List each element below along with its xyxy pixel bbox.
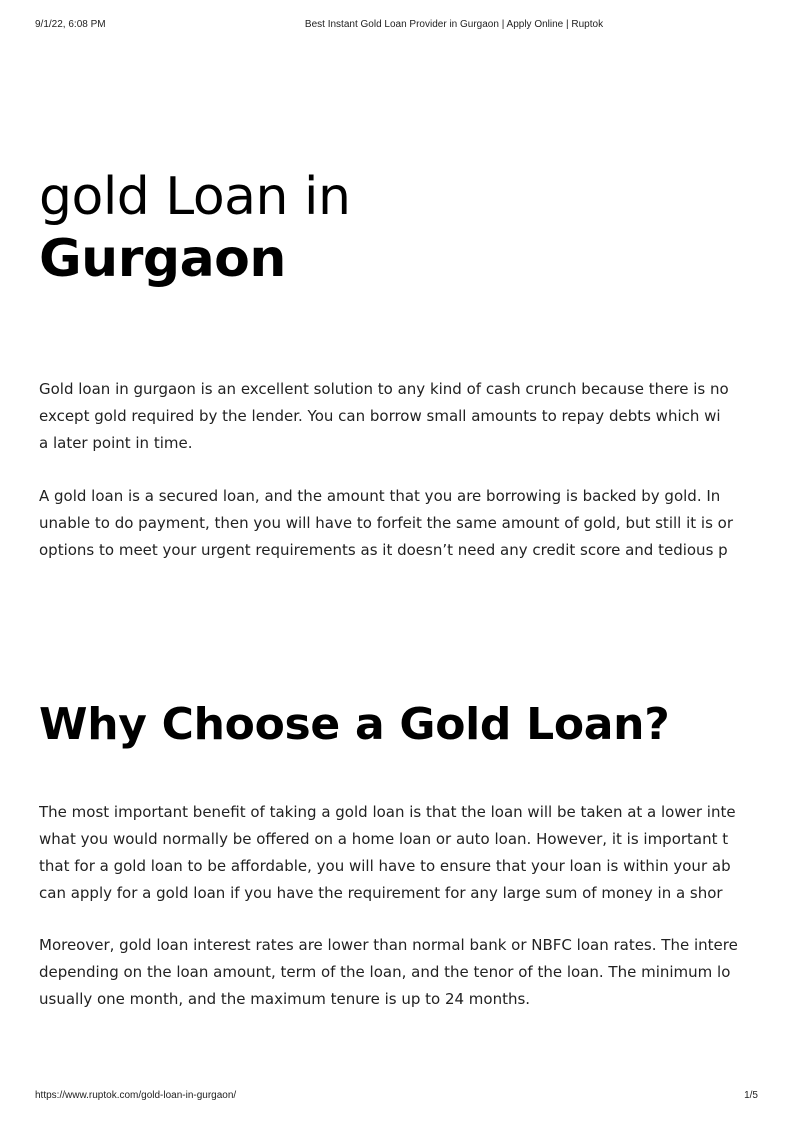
print-footer (0, 1090, 793, 1104)
text-line: The most important benefit of taking a gold loan is that the loan will be taken at a lower inte (39, 803, 736, 821)
text-line: Gold loan in gurgaon is an excellent solution to any kind of cash crunch because there is no (39, 380, 729, 398)
text-line: depending on the loan amount, term of the loan, and the tenor of the loan. The minimum lo (39, 963, 731, 981)
text-line: a later point in time. (39, 434, 193, 452)
print-url: https://www.ruptok.com/gold-loan-in-gurgaon/ (35, 1090, 237, 1101)
hero-title-line-1: gold Loan in (39, 167, 351, 227)
text-line: unable to do payment, then you will have to forfeit the same amount of gold, but still it is or (39, 514, 733, 532)
text-line: A gold loan is a secured loan, and the amount that you are borrowing is backed by gold. In (39, 487, 721, 505)
text-line: Moreover, gold loan interest rates are lower than normal bank or NBFC loan rates. The intere (39, 936, 738, 954)
intro-paragraph-1 (39, 376, 757, 457)
text-line: options to meet your urgent requirements as it doesn’t need any credit score and tedious p (39, 541, 728, 559)
print-page-title: Best Instant Gold Loan Provider in Gurgaon | Apply Online | Ruptok (304, 19, 604, 30)
why-paragraph-2 (39, 932, 757, 1013)
text-line: usually one month, and the maximum tenure is up to 24 months. (39, 990, 531, 1008)
page-content (39, 0, 757, 1123)
intro-paragraph-2 (39, 483, 757, 564)
text-line: that for a gold loan to be affordable, you will have to ensure that your loan is within your ab (39, 857, 731, 875)
print-date: 9/1/22, 6:08 PM (35, 19, 106, 30)
hero-title-line-2: Gurgaon (39, 229, 286, 289)
text-line: except gold required by the lender. You can borrow small amounts to repay debts which wi (39, 407, 721, 425)
why-paragraph-1 (39, 799, 757, 907)
hero-title (39, 166, 350, 290)
why-section-heading: Why Choose a Gold Loan? (39, 699, 670, 750)
text-line: what you would normally be offered on a home loan or auto loan. However, it is important t (39, 830, 729, 848)
text-line: can apply for a gold loan if you have the requirement for any large sum of money in a shor (39, 884, 723, 902)
print-page-number: 1/5 (744, 1090, 758, 1101)
